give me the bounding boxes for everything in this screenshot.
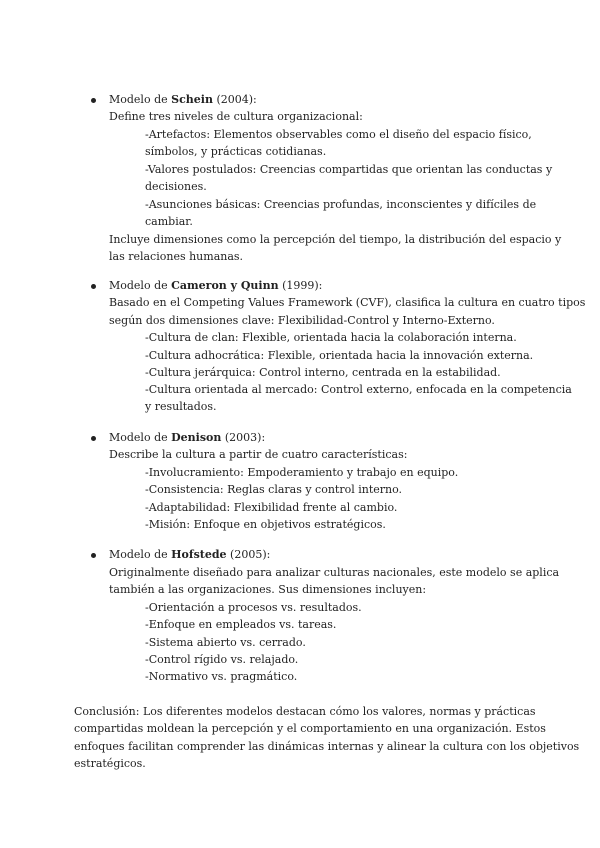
heading-author: Denison — [171, 431, 222, 444]
model-item: -Asunciones básicas: Creencias profundas, inconscientes y difíciles de — [145, 198, 537, 211]
conclusion-line: compartidas moldean la percepción y el comportamiento en una organización. Estos — [74, 722, 546, 735]
model-outro: Incluye dimensiones como la percepción del tiempo, la distribución del espacio y — [109, 233, 562, 246]
model-heading — [109, 430, 265, 446]
heading-author: Schein — [171, 93, 213, 106]
model-intro: Basado en el Competing Values Framework (CVF), clasifica la cultura en cuatro tipos — [109, 296, 586, 309]
heading-prefix: Modelo de — [109, 93, 172, 106]
model-item: -Orientación a procesos vs. resultados. — [145, 601, 362, 614]
model-heading — [109, 278, 322, 294]
model-item: -Valores postulados: Creencias compartidas que orientan las conductas y — [145, 163, 553, 176]
model-item: -Control rígido vs. relajado. — [145, 653, 299, 666]
conclusion-line: estratégicos. — [74, 757, 146, 770]
model-intro: también a las organizaciones. Sus dimensiones incluyen: — [109, 583, 427, 596]
model-item: -Cultura jerárquica: Control interno, centrada en la estabilidad. — [145, 366, 501, 379]
model-item: -Enfoque en empleados vs. tareas. — [145, 618, 337, 631]
model-intro: Define tres niveles de cultura organizacional: — [109, 110, 363, 123]
model-heading — [109, 547, 270, 563]
conclusion-line: enfoques facilitan comprender las dinámicas internas y alinear la cultura con los objetivos — [74, 740, 580, 753]
bullet-icon — [91, 553, 96, 558]
model-item: -Artefactos: Elementos observables como el diseño del espacio físico, — [145, 128, 532, 141]
heading-prefix: Modelo de — [109, 279, 172, 292]
model-item: -Cultura adhocrática: Flexible, orientada hacia la innovación externa. — [145, 349, 534, 362]
heading-author: Cameron y Quinn — [171, 279, 279, 292]
model-intro: según dos dimensiones clave: Flexibilidad-Control y Interno-Externo. — [109, 314, 495, 327]
model-intro: Describe la cultura a partir de cuatro características: — [109, 448, 408, 461]
model-item: -Consistencia: Reglas claras y control interno. — [145, 483, 403, 496]
model-item: -Adaptabilidad: Flexibilidad frente al cambio. — [145, 501, 398, 514]
heading-author: Hofstede — [171, 548, 227, 561]
model-item: decisiones. — [145, 180, 207, 193]
conclusion-line: Conclusión: Los diferentes modelos destacan cómo los valores, normas y prácticas — [74, 705, 536, 718]
model-item: y resultados. — [145, 400, 217, 413]
model-item: -Misión: Enfoque en objetivos estratégicos. — [145, 518, 386, 531]
model-item: -Cultura de clan: Flexible, orientada hacia la colaboración interna. — [145, 331, 517, 344]
model-item: -Cultura orientada al mercado: Control externo, enfocada en la competencia — [145, 383, 572, 396]
model-intro: Originalmente diseñado para analizar culturas nacionales, este modelo se aplica — [109, 566, 560, 579]
heading-year: (2003): — [221, 431, 266, 444]
model-item: -Involucramiento: Empoderamiento y trabajo en equipo. — [145, 466, 459, 479]
model-outro: las relaciones humanas. — [109, 250, 244, 263]
bullet-icon — [91, 284, 96, 289]
model-item: símbolos, y prácticas cotidianas. — [145, 145, 327, 158]
bullet-icon — [91, 436, 96, 441]
heading-year: (2005): — [226, 548, 271, 561]
heading-prefix: Modelo de — [109, 431, 172, 444]
model-item: cambiar. — [145, 215, 193, 228]
heading-prefix: Modelo de — [109, 548, 172, 561]
model-heading — [109, 92, 257, 108]
heading-year: (1999): — [278, 279, 323, 292]
model-item: -Sistema abierto vs. cerrado. — [145, 636, 306, 649]
heading-year: (2004): — [212, 93, 257, 106]
bullet-icon — [91, 98, 96, 103]
model-item: -Normativo vs. pragmático. — [145, 670, 298, 683]
